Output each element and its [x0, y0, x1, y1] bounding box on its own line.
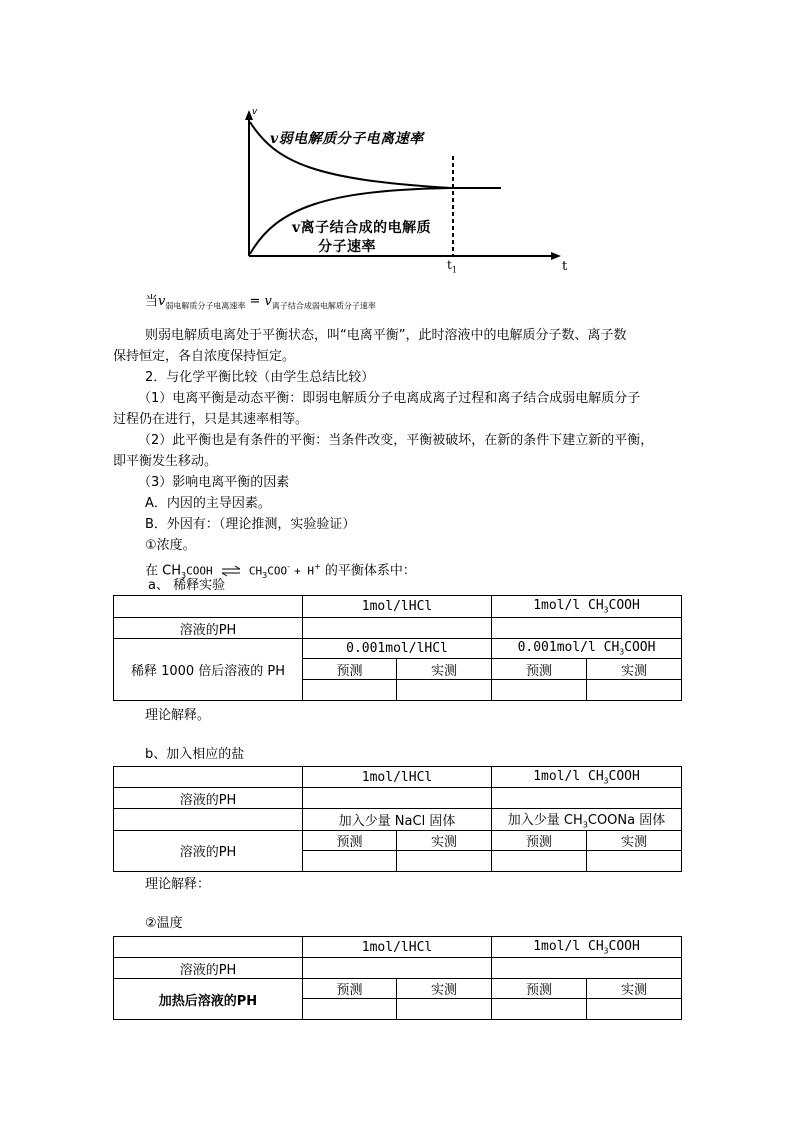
ionization-equation-line: 在 $CH_3COOH$ $CH_3COO^- + H^+$ 的平衡体系中： — [145, 562, 416, 580]
table-cell — [303, 999, 397, 1020]
table-header: 实测 — [397, 979, 492, 999]
table-cell — [114, 809, 303, 831]
table-cell — [397, 999, 492, 1020]
table-header: 预测 — [492, 659, 587, 680]
table-header: 0.001mol/lHCl — [303, 639, 492, 659]
table-row-label: 溶液的PH — [114, 830, 303, 871]
lower-curve-label-line1: v离子结合成的电解质 — [292, 220, 432, 236]
table-header: 预测 — [303, 659, 397, 680]
table-cell — [114, 937, 303, 958]
table-header: 1mol/l $CH_3COOH$ — [492, 596, 682, 618]
paragraph-4-line-2: 即平衡发生移动。 — [113, 454, 218, 469]
temperature-table — [113, 936, 682, 1020]
table-header: 0.001mol/l $CH_3COOH$ — [492, 639, 682, 659]
table-cell — [114, 767, 303, 788]
theory-explanation-1: 理论解释。 — [145, 708, 211, 723]
table-header: 预测 — [492, 979, 587, 999]
table-cell — [397, 680, 492, 701]
upper-curve-label: v弱电解质分子电离速率 — [270, 131, 424, 147]
salt-addition-table — [113, 766, 682, 872]
table-row-label: 加热后溶液的PH — [114, 979, 303, 1020]
table-header: 预测 — [303, 830, 397, 850]
table-header: 1mol/lHCl — [303, 596, 492, 618]
table-cell — [492, 788, 682, 809]
x-axis-label: t — [562, 259, 568, 274]
table-cell — [587, 680, 682, 701]
table-cell — [303, 680, 397, 701]
lower-curve-label-line2: 分子速率 — [318, 239, 376, 255]
table-cell — [303, 618, 492, 639]
table-cell — [397, 850, 492, 871]
table-header: 1mol/lHCl — [303, 937, 492, 958]
table-header: 预测 — [303, 979, 397, 999]
table-header: 实测 — [587, 830, 682, 850]
table-cell — [303, 788, 492, 809]
table-row-label: 溶液的PH — [114, 958, 303, 979]
table-header: 实测 — [587, 979, 682, 999]
table-cell — [587, 850, 682, 871]
table-row-label: 溶液的PH — [114, 618, 303, 639]
table-header: 实测 — [397, 659, 492, 680]
paragraph-6: A．内因的主导因素。 — [145, 496, 271, 511]
table-row-label: 稀释 1000 倍后溶液的 PH — [114, 639, 303, 701]
table-row-label: 溶液的PH — [114, 788, 303, 809]
paragraph-8: ①浓度。 — [145, 538, 196, 553]
paragraph-4-line-1: （2）此平衡也是有条件的平衡：当条件改变，平衡被破坏，在新的条件下建立新的平衡， — [138, 433, 654, 448]
t1-label: $t_1$ — [447, 258, 457, 275]
section-c-title: ②温度 — [145, 916, 183, 931]
table-cell — [492, 618, 682, 639]
table-header: 1mol/l $CH_3COOH$ — [492, 937, 682, 958]
paragraph-3-line-1: （1）电离平衡是动态平衡：即弱电解质分子电离成离子过程和离子结合成弱电解质分子 — [138, 391, 641, 406]
table-header: 加入少量 NaCl 固体 — [303, 809, 492, 831]
table-header: 预测 — [492, 830, 587, 850]
equilibrium-condition: 当$v_{弱电解质分子电离速率} = v_{离子结合成弱电解质分子速率}$ — [145, 294, 376, 311]
section-a-title: a、 稀释实验 — [148, 578, 226, 593]
paragraph-1-line-2: 保持恒定，各自浓度保持恒定。 — [113, 349, 296, 364]
table-header: 1mol/l $CH_3COOH$ — [492, 767, 682, 788]
table-cell — [587, 999, 682, 1020]
table-cell — [492, 999, 587, 1020]
table-header: 实测 — [587, 659, 682, 680]
table-cell — [492, 680, 587, 701]
table-cell — [303, 850, 397, 871]
table-cell — [492, 850, 587, 871]
y-axis-label: v — [252, 107, 258, 117]
paragraph-5: （3）影响电离平衡的因素 — [138, 475, 290, 490]
table-header: 1mol/lHCl — [303, 767, 492, 788]
paragraph-2: 2．与化学平衡比较（由学生总结比较） — [145, 370, 375, 385]
section-b-title: b、加入相应的盐 — [145, 747, 245, 762]
paragraph-7: B．外因有：（理论推测，实验验证） — [145, 517, 356, 532]
table-cell — [303, 958, 492, 979]
x-axis-arrow — [551, 252, 561, 260]
table-header: 加入少量 $CH_3COONa$ 固体 — [492, 809, 682, 831]
table-cell — [492, 958, 682, 979]
dilution-experiment-table — [113, 595, 682, 701]
paragraph-1-line-1: 则弱电解质电离处于平衡状态，叫“电离平衡”，此时溶液中的电解质分子数、离子数 — [145, 328, 627, 343]
table-cell — [114, 596, 303, 618]
paragraph-3-line-2: 过程仍在进行，只是其速率相等。 — [113, 412, 309, 427]
table-header: 实测 — [397, 830, 492, 850]
theory-explanation-2: 理论解释： — [145, 877, 211, 892]
